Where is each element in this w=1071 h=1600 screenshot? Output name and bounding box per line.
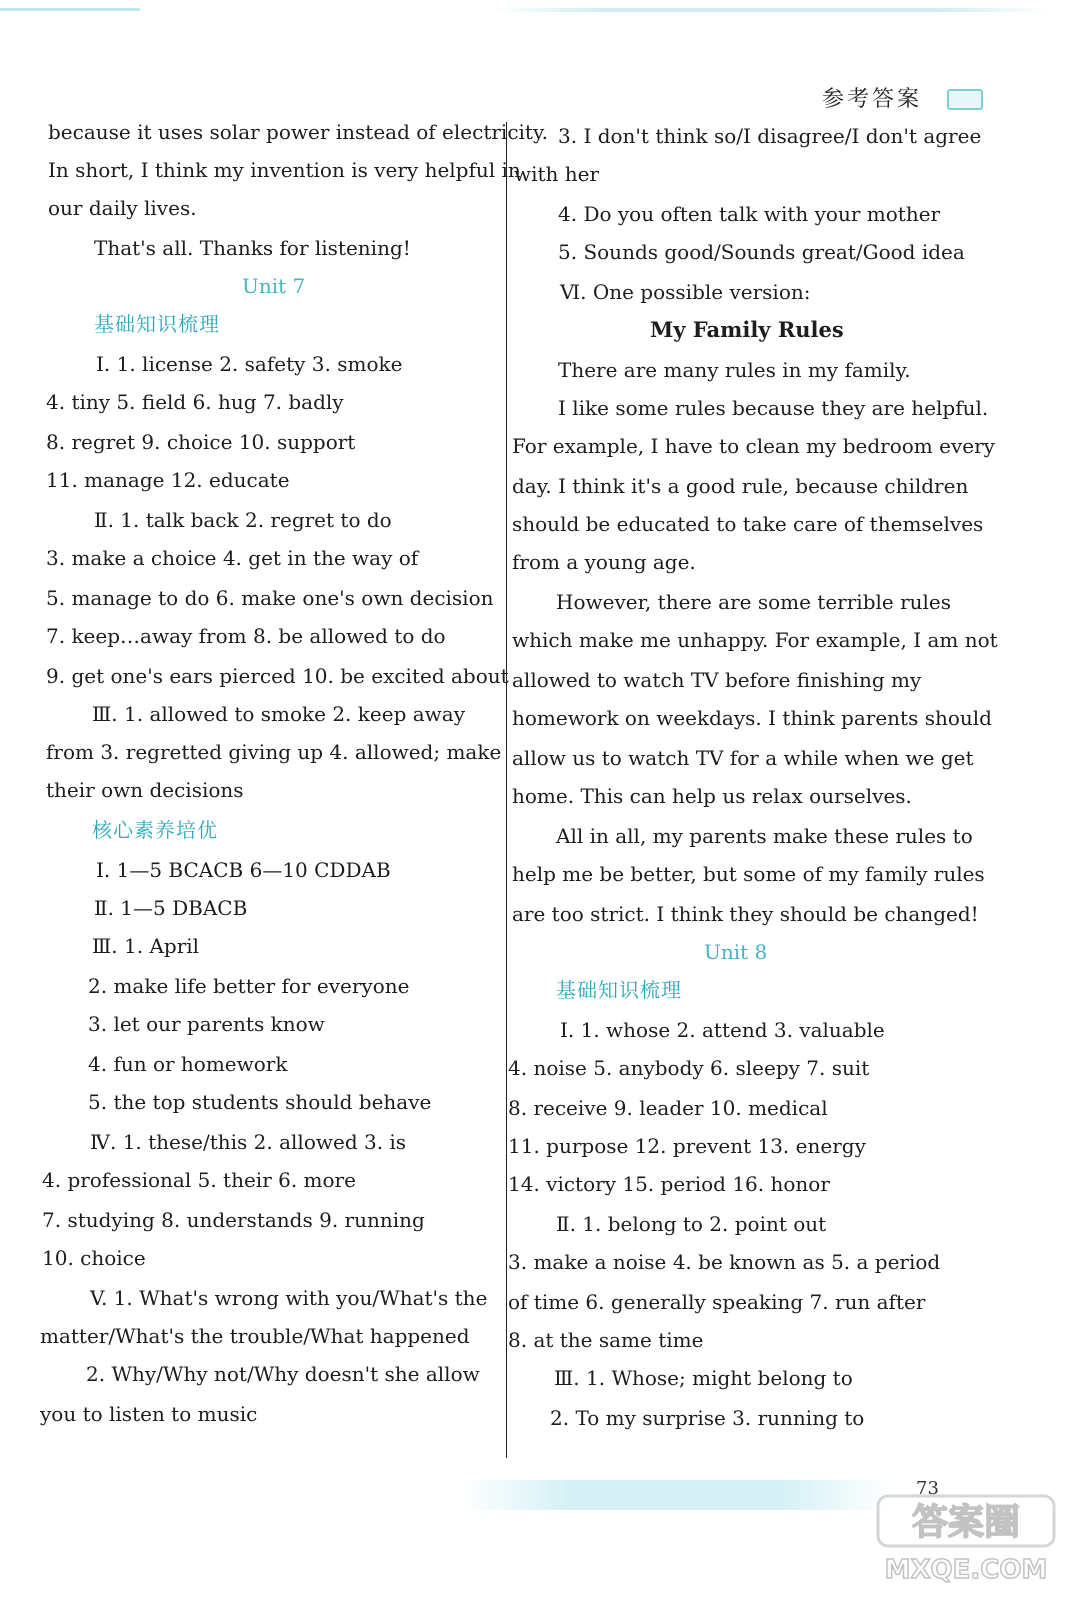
essay-line: from a young age. [512,550,696,574]
answer-line: 2. Why/Why not/Why doesn't she allow [86,1362,480,1386]
essay-line: homework on weekdays. I think parents should [512,706,992,730]
essay-line: allow us to watch TV for a while when we get [512,746,974,770]
essay-line: home. This can help us relax ourselves. [512,784,912,808]
answer-line: 8. at the same time [508,1328,704,1352]
answer-line: 5. Sounds good/Sounds great/Good idea [558,240,965,264]
essay-line: allowed to watch TV before finishing my [512,668,922,692]
text-line: because it uses solar power instead of electricity. [48,120,548,144]
section-heading: 基础知识梳理 [94,312,220,336]
section-heading: 核心素养培优 [92,818,218,842]
essay-line: should be educated to take care of themselves [512,512,984,536]
answer-line: 5. the top students should behave [88,1090,432,1114]
column-divider [506,122,507,1458]
essay-line: There are many rules in my family. [558,358,911,382]
answer-line: matter/What's the trouble/What happened [40,1324,470,1348]
answer-line: 4. fun or homework [88,1052,288,1076]
answer-line: 3. let our parents know [88,1012,325,1036]
bottom-decor-band [460,1480,890,1510]
answer-line: 11. purpose 12. prevent 13. energy [508,1134,866,1158]
section-heading: 基础知识梳理 [556,978,682,1002]
essay-line: are too strict. I think they should be changed! [512,902,979,926]
answer-line: Ⅰ. 1. whose 2. attend 3. valuable [560,1018,885,1042]
essay-line: All in all, my parents make these rules to [556,824,973,848]
answer-line: Ⅲ. 1. allowed to smoke 2. keep away [92,702,465,726]
top-decor-line-right [490,8,1050,12]
text-line: In short, I think my invention is very helpful in [48,158,521,182]
answer-line: of time 6. generally speaking 7. run after [508,1290,926,1314]
page-tab-icon [947,89,983,110]
top-decor-line-left [0,8,140,11]
essay-line: However, there are some terrible rules [556,590,952,614]
page-header-title: 参考答案 [822,87,923,112]
answer-line: Ⅱ. 1—5 DBACB [94,896,248,920]
essay-line: I like some rules because they are helpful. [558,396,989,420]
essay-line: day. I think it's a good rule, because children [512,474,969,498]
answer-line: Ⅱ. 1. talk back 2. regret to do [94,508,392,532]
answer-line: Ⅰ. 1—5 BCACB 6—10 CDDAB [96,858,391,882]
answer-line: 7. keep…away from 8. be allowed to do [46,624,446,648]
answer-line: 14. victory 15. period 16. honor [508,1172,830,1196]
answer-line: Ⅱ. 1. belong to 2. point out [556,1212,827,1236]
answer-line: Ⅳ. 1. these/this 2. allowed 3. is [90,1130,407,1154]
answer-line: Ⅲ. 1. Whose; might belong to [554,1366,853,1390]
answer-line: 4. professional 5. their 6. more [42,1168,356,1192]
svg-text:答案圈: 答案圈 [911,1502,1021,1543]
answer-line: 8. regret 9. choice 10. support [46,430,356,454]
essay-title: My Family Rules [650,317,844,342]
answer-line: 3. make a choice 4. get in the way of [46,546,419,570]
answer-line: 8. receive 9. leader 10. medical [508,1096,828,1120]
text-line: That's all. Thanks for listening! [94,236,411,260]
answer-line: 3. I don't think so/I disagree/I don't agree [558,124,982,148]
watermark-logo [872,1482,1060,1592]
answer-line: Ⅵ. One possible version: [560,280,811,304]
answer-line: 3. make a noise 4. be known as 5. a period [508,1250,941,1274]
answer-line: 11. manage 12. educate [46,468,290,492]
essay-line: For example, I have to clean my bedroom every [512,434,995,458]
answer-line: 2. make life better for everyone [88,974,410,998]
essay-line: help me be better, but some of my family rules [512,862,985,886]
answer-line: Ⅰ. 1. license 2. safety 3. smoke [96,352,403,376]
unit-heading: Unit 8 [704,940,768,964]
answer-line: their own decisions [46,778,244,802]
answer-line: 4. Do you often talk with your mother [558,202,941,226]
answer-line: 2. To my surprise 3. running to [550,1406,865,1430]
svg-text:MXQE.COM: MXQE.COM [884,1555,1048,1585]
answer-line: 7. studying 8. understands 9. running [42,1208,425,1232]
answer-line: from 3. regretted giving up 4. allowed; make [46,740,502,764]
text-line: our daily lives. [48,196,197,220]
answer-line: Ⅲ. 1. April [92,934,200,958]
answer-line: 5. manage to do 6. make one's own decision [46,586,494,610]
essay-line: which make me unhappy. For example, I am not [512,628,998,652]
answer-line: 9. get one's ears pierced 10. be excited about [46,664,509,688]
page-number: 73 [916,1478,939,1499]
unit-heading: Unit 7 [242,274,306,298]
answer-line: V. 1. What's wrong with you/What's the [90,1286,488,1310]
answer-line: 10. choice [42,1246,146,1270]
answer-line: with her [514,162,600,186]
answer-line: 4. noise 5. anybody 6. sleepy 7. suit [508,1056,870,1080]
answer-line: you to listen to music [40,1402,258,1426]
answer-line: 4. tiny 5. field 6. hug 7. badly [46,390,344,414]
